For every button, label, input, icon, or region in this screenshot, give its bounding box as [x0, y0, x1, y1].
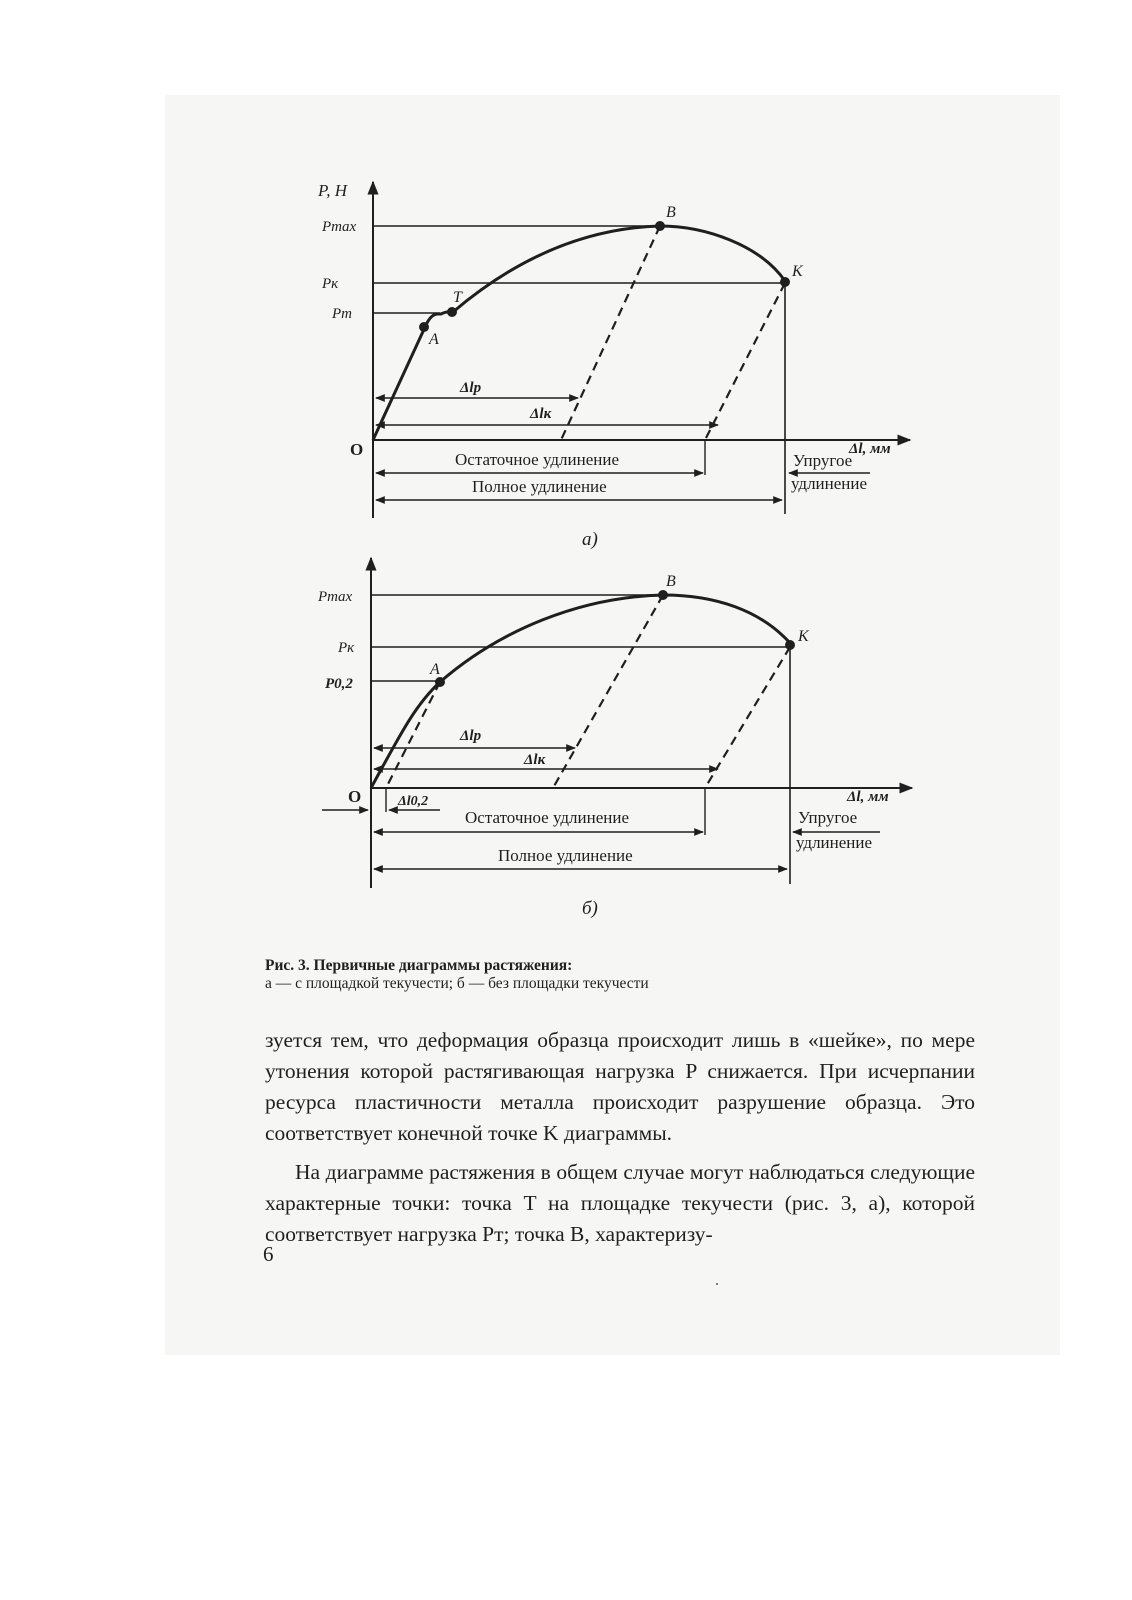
fig-a-total-label: Полное удлинение [472, 477, 607, 496]
body-paragraph-2: На диаграмме растяжения в общем случае могут наблюдаться следующие характерные точки: точка T на площадке текучести (рис. 3, а), которой соответствует нагрузка Pт; точка B, характеризу- [265, 1160, 975, 1246]
fig-b-dim-lk-label: Δlк [524, 752, 546, 768]
fig-b-label-a: A [430, 661, 440, 678]
fig-a-sublabel: а) [582, 529, 598, 550]
fig-b-sublabel: б) [582, 898, 598, 919]
fig-b-point-a [436, 678, 445, 687]
fig-b-unload-a [386, 682, 440, 788]
fig-a-dim-lk-label: Δlк [530, 406, 552, 422]
fig-b-dim-l02-label: Δl0,2 [398, 794, 429, 809]
fig-b-curve [371, 595, 790, 788]
fig-b-point-k [786, 641, 795, 650]
fig-b-origin: O [348, 787, 362, 806]
fig-a-tick-pmax: Pmax [322, 219, 357, 235]
fig-a-label-a: A [429, 331, 439, 348]
fig-b-dim-lp-label: Δlр [460, 728, 482, 744]
fig-a-residual-label: Остаточное удлинение [455, 450, 620, 469]
fig-a-label-t: T [453, 289, 462, 306]
fig-b-residual-label: Остаточное удлинение [465, 808, 630, 827]
fig-b-elastic-label-2: удлинение [796, 833, 873, 852]
fig-a-elastic-label-2: удлинение [791, 474, 868, 493]
fig-a-dim-lp-label: Δlр [460, 380, 482, 396]
fig-a-label-b: B [666, 204, 676, 221]
body-paragraph-1: зуется тем, что деформация образца происходит лишь в «шейке», по мере утонения которой растягивающая нагрузка P снижается. При исчерпании ресурса пластичности металла происходит разрушение образца. Это соответствует конечной точке K диаграммы. [265, 1028, 975, 1145]
fig-a-point-a [420, 323, 429, 332]
fig-a-label-k: K [792, 263, 803, 280]
figure-b-labels [317, 573, 889, 919]
figure-caption [265, 957, 1025, 993]
fig-b-label-b: B [666, 573, 676, 590]
fig-a-origin: O [350, 440, 364, 459]
fig-b-tick-pmax: Pmax [318, 589, 353, 605]
fig-b-tick-p02: P0,2 [325, 676, 353, 692]
fig-b-total-label: Полное удлинение [498, 846, 633, 865]
fig-a-tick-pk: Pк [322, 276, 339, 292]
fig-b-elastic-label-1: Упругое [798, 808, 858, 827]
fig-a-tick-pt: Pт [332, 306, 352, 322]
fig-a-unload-b [561, 226, 660, 440]
caption-subtitle: а — с площадкой текучести; б — без площадки текучести [265, 975, 649, 992]
fig-b-label-k: K [798, 628, 809, 645]
scan-speck [716, 1283, 718, 1285]
fig-b-tick-pk: Pк [338, 640, 355, 656]
fig-b-x-label: Δl, мм [847, 789, 889, 805]
fig-a-point-t [448, 308, 457, 317]
fig-a-x-label: Δl, мм [849, 441, 891, 457]
fig-a-unload-k [705, 283, 785, 440]
fig-b-unload-b [553, 595, 663, 788]
fig-a-y-label: P, Н [318, 181, 347, 200]
fig-a-point-b [656, 222, 665, 231]
figure-a-labels [317, 181, 891, 550]
body-text [265, 1025, 975, 1250]
caption-title: Рис. 3. Первичные диаграммы растяжения: [265, 957, 573, 974]
fig-b-point-b [659, 591, 668, 600]
fig-a-point-k [781, 278, 790, 287]
page-number: 6 [263, 1242, 274, 1266]
fig-b-unload-k [705, 647, 790, 788]
fig-a-elastic-label-1: Упругое [793, 451, 853, 470]
